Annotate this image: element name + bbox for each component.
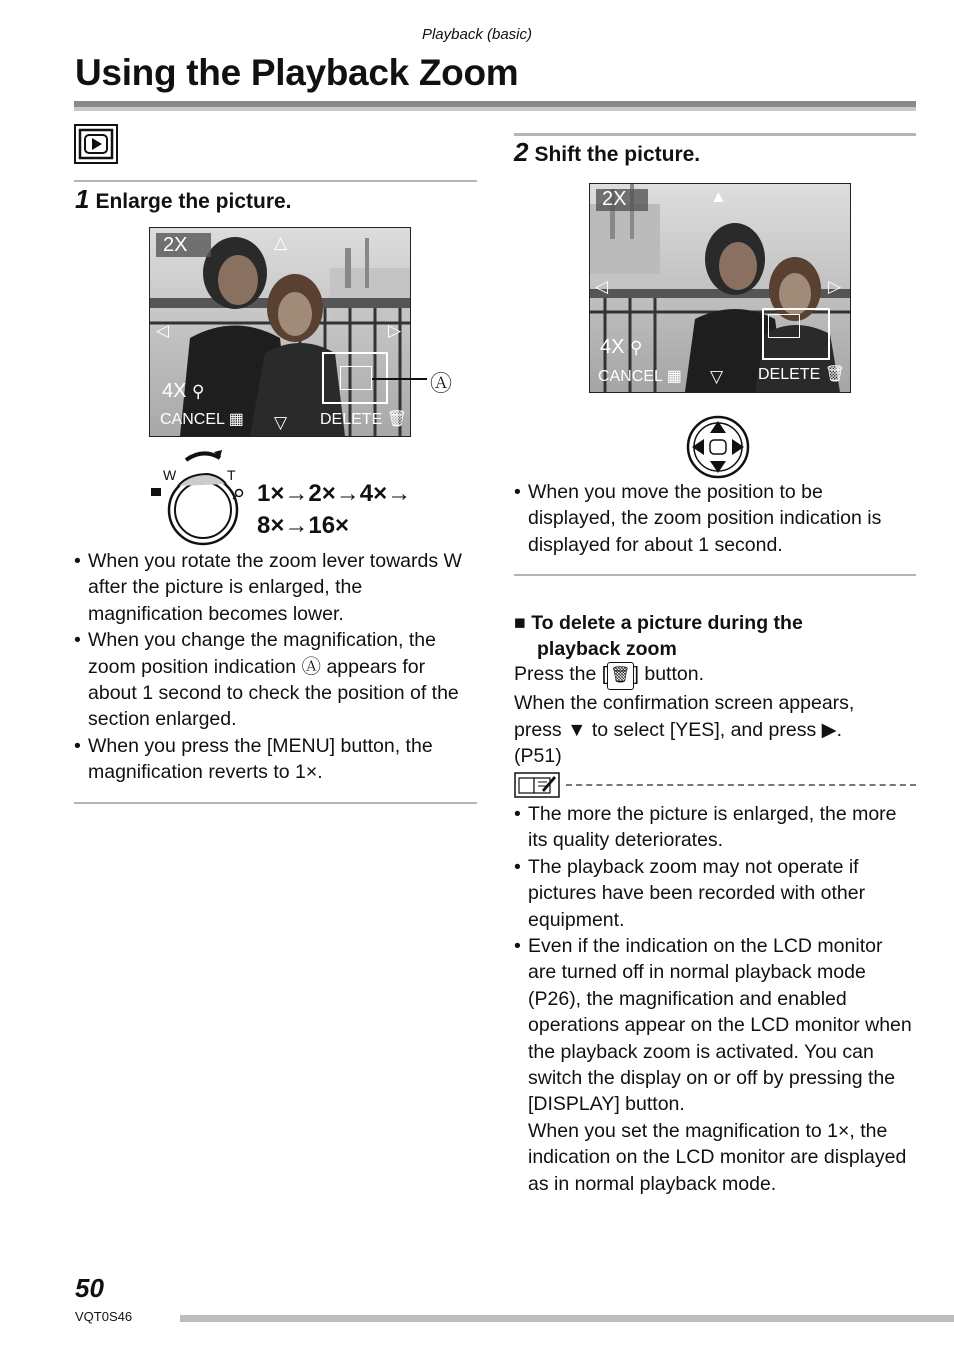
note-dashed-line [566, 784, 916, 786]
right-bullet-list [514, 479, 916, 558]
step-1-number: 1 [75, 184, 90, 214]
note-continuation: When you set the magnification to 1×, the indication on the LCD monitor are displayed as in normal playback mode. [528, 1119, 907, 1195]
page-number: 50 [75, 1273, 104, 1303]
photo-two-women [150, 228, 410, 436]
magnification-4x: 4X ⚲ [600, 336, 643, 358]
delete-label: DELETE 🗑 [320, 411, 408, 428]
list-item: • The more the picture is enlarged, the more its quality deteriorates. [514, 801, 916, 854]
callout-a-label: Ⓐ [430, 371, 453, 396]
left-arrow-icon: ◁ [595, 277, 609, 296]
up-arrow-icon: ▲ [710, 187, 727, 206]
zoom-sequence [257, 478, 411, 542]
list-item: • When you rotate the zoom lever towards W after the picture is enlarged, the magnification becomes lower. [74, 548, 474, 627]
left-bullet-list [74, 548, 474, 786]
photo-two-women-shifted [590, 184, 850, 392]
delete-heading: ■ To delete a picture during the playback zoom [514, 612, 803, 661]
step-2-number: 2 [514, 137, 529, 167]
footer-rule [180, 1315, 954, 1322]
multi-display-icon: ▦ [662, 368, 682, 385]
delete-instructions: Press the [ 🗑 ] button. When the confirmation screen appears, press ▼ to select [YES], and press ▶. (P51) [514, 663, 855, 768]
list-item: • Even if the indication on the LCD monitor are turned off in normal playback mode (P26), the magnification and enabled operations appear on the LCD monitor when the playback zoom is activated. You can switch the display on or off by pressing the [DISPLAY] button. [514, 933, 916, 1118]
left-arrow-icon: ◁ [156, 321, 170, 340]
section-label: Playback (basic) [421, 26, 533, 43]
up-arrow-icon: △ [274, 233, 288, 252]
note-bullet-list [514, 801, 916, 1197]
zoom-level-2x: 2X [163, 234, 188, 256]
down-triangle-icon: ▼ [567, 718, 587, 741]
right-arrow-icon: ▷ [828, 277, 842, 296]
left-step1-rule [74, 180, 477, 182]
title-rule [74, 101, 916, 111]
trash-icon: 🗑 [607, 662, 633, 690]
delete-label: DELETE 🗑 [758, 366, 846, 383]
right-step2-rule [514, 133, 916, 136]
square-bullet-icon: ■ [514, 612, 526, 634]
lcd-screen-enlarge [149, 227, 411, 437]
document-code: VQT0S46 [75, 1309, 133, 1324]
zoom-sequence-line1: 1×→2×→4×→ [257, 480, 412, 507]
cursor-button-pad-icon [686, 415, 750, 479]
zoom-lever-illustration [148, 448, 248, 548]
trash-icon: 🗑 [820, 366, 846, 383]
list-item: • When you change the magnification, the zoom position indication Ⓐ appears for about 1 second to check the position of the section enlarged. [74, 627, 474, 733]
magnification-4x: 4X ⚲ [162, 380, 205, 402]
step-1-title: Enlarge the picture. [95, 190, 292, 213]
page-title: Using the Playback Zoom [75, 52, 519, 93]
trash-icon: 🗑 [382, 411, 408, 428]
callout-line [372, 378, 427, 380]
playback-mode-icon [74, 124, 118, 164]
left-bottom-rule [74, 802, 477, 804]
zoom-position-indicator [762, 308, 830, 360]
step-2-heading [514, 137, 700, 168]
step-2-title: Shift the picture. [534, 143, 701, 166]
lcd-screen-shift [589, 183, 851, 393]
cancel-label: CANCEL ▦ [598, 368, 682, 385]
list-item: • When you press the [MENU] button, the magnification reverts to 1×. [74, 733, 474, 786]
lever-w-label: W [163, 467, 177, 483]
magnify-icon: ⚲ [192, 382, 205, 401]
step-1-heading [75, 184, 292, 215]
zoom-sequence-line2: 8×→16× [257, 512, 350, 539]
right-mid-rule [514, 574, 916, 576]
cancel-label: CANCEL ▦ [160, 411, 244, 428]
note-icon [514, 772, 560, 798]
down-arrow-icon: ▽ [274, 413, 288, 432]
right-triangle-icon: ▶ [821, 718, 837, 741]
multi-display-icon: ▦ [224, 411, 244, 428]
zoom-level-2x: 2X [602, 188, 627, 210]
down-arrow-icon: ▽ [710, 367, 724, 386]
list-item: • The playback zoom may not operate if pictures have been recorded with other equipment. [514, 854, 916, 933]
magnify-icon: ⚲ [630, 338, 643, 357]
right-arrow-icon: ▷ [388, 321, 402, 340]
list-item: • When you move the position to be displayed, the zoom position indication is displayed for about 1 second. [514, 479, 916, 558]
lever-t-label: T [227, 467, 236, 483]
